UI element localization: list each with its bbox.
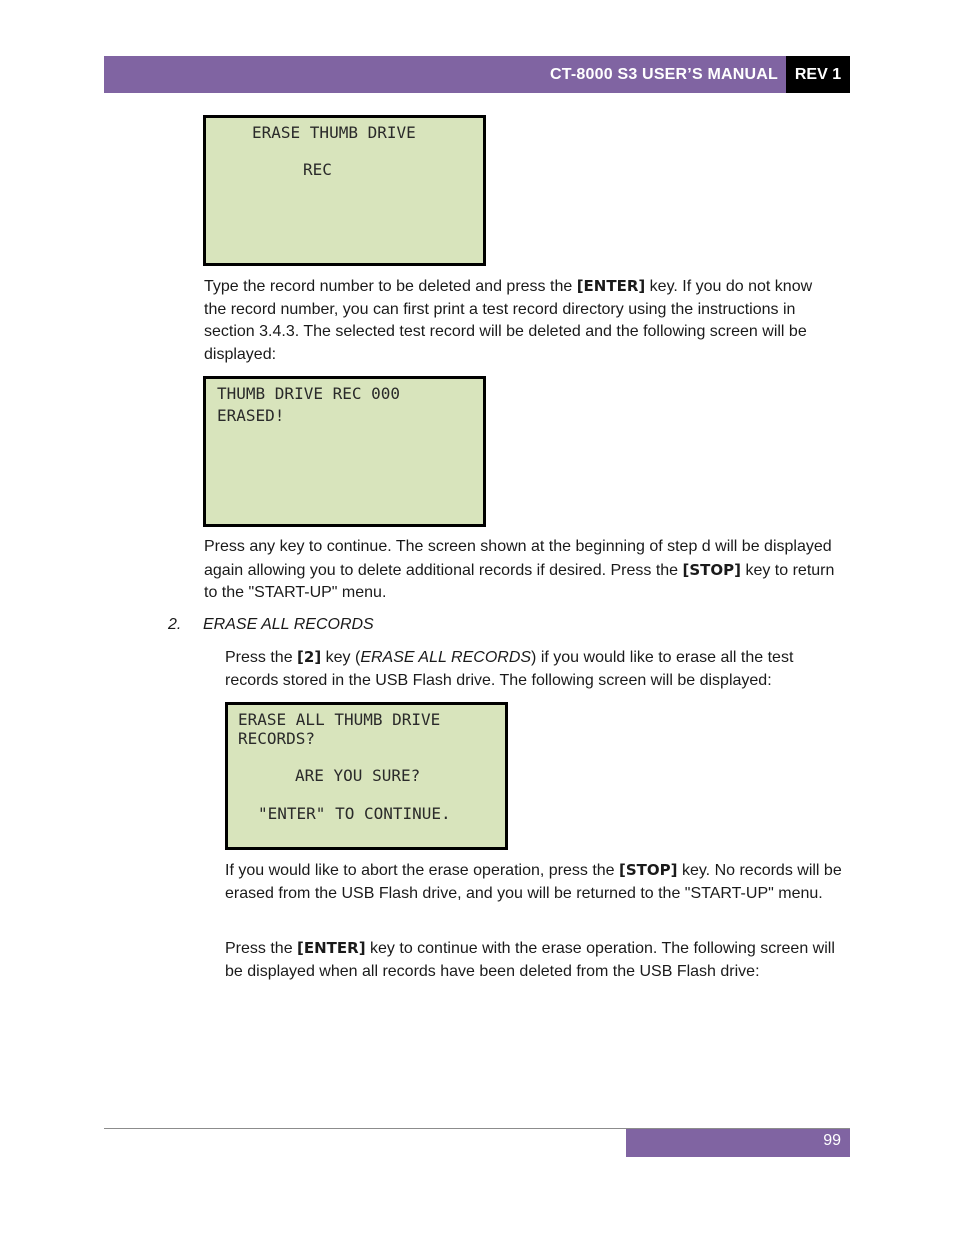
text: key. No records will be erased from the USB Flash drive, and you will be returned to the "START-UP" menu.	[225, 862, 842, 902]
enter-key-label: [ENTER]	[576, 277, 646, 295]
lcd-line: "ENTER" TO CONTINUE.	[258, 804, 451, 823]
paragraph-continue	[225, 937, 840, 983]
step-title: ERASE ALL RECORDS	[203, 616, 374, 633]
lcd-line: RECORDS?	[238, 729, 316, 748]
lcd-screen-erase-all-confirm	[225, 702, 508, 850]
text: ) if you would like to erase all the test records stored in the USB Flash drive. The following screen will be displayed:	[225, 649, 794, 689]
lcd-line: ARE YOU SURE?	[295, 766, 421, 785]
paragraph-press-2	[225, 646, 825, 692]
paragraph-record-number	[204, 275, 834, 367]
lcd-screen-record-erased	[203, 376, 486, 527]
stop-key-label: [STOP]	[619, 861, 678, 879]
text: Press the	[225, 940, 298, 957]
key-2-label: [2]	[297, 648, 322, 666]
lcd-line: THUMB DRIVE REC 000	[217, 384, 401, 403]
enter-key-label: [ENTER]	[297, 939, 366, 957]
paragraph-press-any-key	[204, 536, 844, 605]
menu-option-name: ERASE ALL RECORDS	[360, 649, 532, 666]
stop-key-label: [STOP]	[682, 560, 742, 579]
text: Press the	[225, 649, 298, 666]
lcd-line: ERASE ALL THUMB DRIVE	[238, 710, 441, 729]
text: key. If you do not know the record number, you can first print a test record directory using the instructions in section 3.4.3. The selected test record will be deleted and the following screen will be displayed:	[204, 278, 813, 364]
text: Type the record number to be deleted and press the	[204, 278, 577, 295]
text: key (	[321, 649, 361, 666]
lcd-screen-erase-thumb-drive	[203, 115, 486, 266]
text: key to return to the "START-UP" menu.	[204, 561, 835, 602]
page-number: 99	[823, 1132, 841, 1149]
text: key to continue with the erase operation. The following screen will be displayed when all records have been deleted from the USB Flash drive:	[225, 940, 835, 980]
lcd-line: ERASE THUMB DRIVE	[252, 123, 416, 142]
footer-bar	[626, 1129, 850, 1157]
lcd-line: REC	[303, 160, 332, 179]
text: If you would like to abort the erase operation, press the	[225, 862, 620, 879]
revision-badge: REV 1	[786, 56, 850, 93]
step-number: 2.	[168, 616, 182, 633]
step-heading	[168, 614, 374, 637]
manual-title: CT-8000 S3 USER’S MANUAL	[550, 66, 778, 83]
text: Press any key to continue. The screen shown at the beginning of step d will be displayed again allowing you to delete additional records if desired. Press the	[204, 538, 832, 579]
paragraph-abort	[225, 859, 845, 905]
header-bar	[104, 56, 786, 93]
lcd-line: ERASED!	[217, 406, 285, 425]
